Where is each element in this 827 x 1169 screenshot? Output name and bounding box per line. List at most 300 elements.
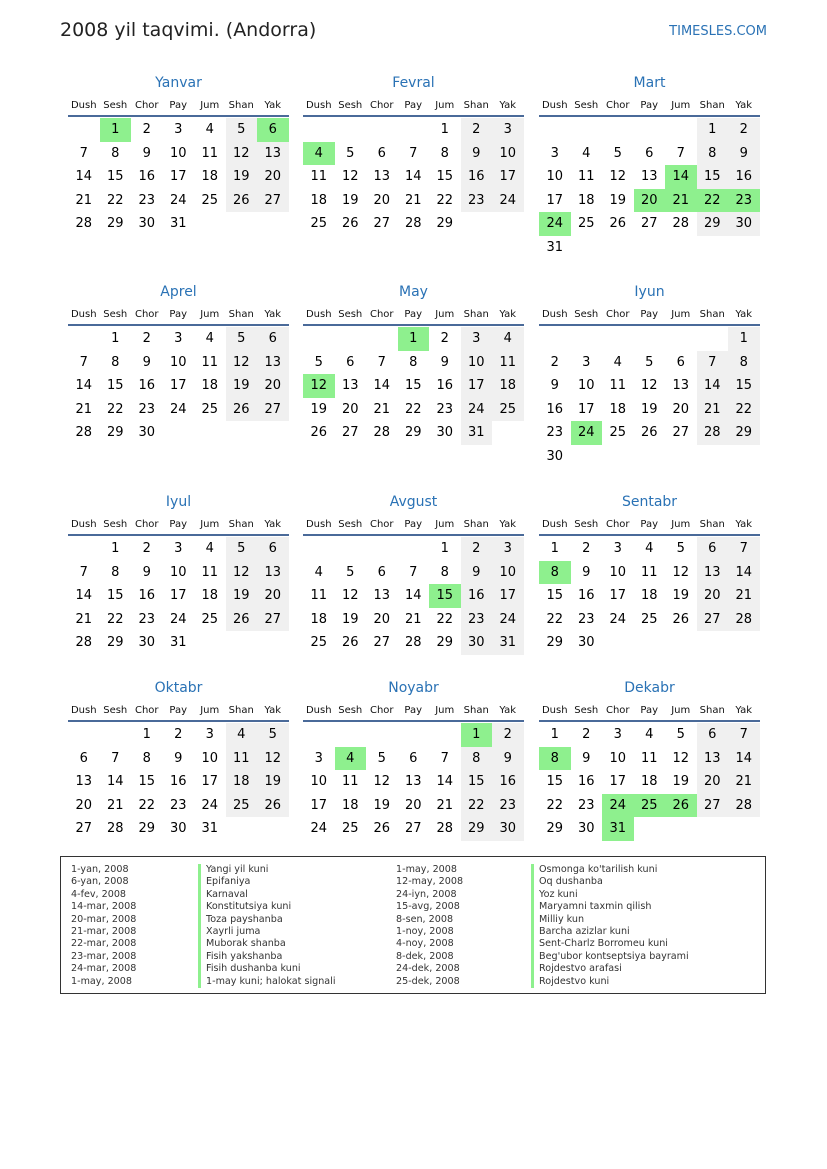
- day-cell[interactable]: 12: [341, 169, 359, 185]
- day-cell[interactable]: 1: [142, 727, 151, 743]
- day-cell[interactable]: 15: [106, 588, 124, 604]
- day-cell[interactable]: 20: [697, 770, 729, 794]
- day-cell[interactable]: 1: [440, 122, 449, 138]
- day-cell[interactable]: 11: [609, 378, 627, 394]
- day-cell[interactable]: 17: [492, 165, 524, 189]
- holiday-day-cell[interactable]: 22: [697, 189, 729, 213]
- day-cell[interactable]: 23: [461, 608, 493, 632]
- day-cell[interactable]: 12: [373, 774, 391, 790]
- day-cell[interactable]: 4: [613, 354, 622, 370]
- day-cell[interactable]: 18: [201, 169, 219, 185]
- day-cell[interactable]: 28: [75, 425, 93, 441]
- day-cell[interactable]: 23: [138, 192, 156, 208]
- day-cell[interactable]: 14: [728, 561, 760, 585]
- day-cell[interactable]: 11: [201, 354, 219, 370]
- day-cell[interactable]: 10: [169, 354, 187, 370]
- day-cell[interactable]: 10: [201, 750, 219, 766]
- day-cell[interactable]: 22: [106, 611, 124, 627]
- day-cell[interactable]: 30: [728, 212, 760, 236]
- day-cell[interactable]: 7: [409, 564, 418, 580]
- day-cell[interactable]: 20: [373, 192, 391, 208]
- day-cell[interactable]: 4: [205, 541, 214, 557]
- day-cell[interactable]: 14: [106, 774, 124, 790]
- holiday-day-cell[interactable]: 31: [602, 817, 634, 841]
- holiday-day-cell[interactable]: 24: [602, 794, 634, 818]
- day-cell[interactable]: 29: [138, 821, 156, 837]
- holiday-day-cell[interactable]: 4: [303, 142, 335, 166]
- day-cell[interactable]: 26: [226, 189, 258, 213]
- day-cell[interactable]: 10: [310, 774, 328, 790]
- day-cell[interactable]: 16: [577, 774, 595, 790]
- day-cell[interactable]: 15: [404, 378, 422, 394]
- day-cell[interactable]: 13: [341, 378, 359, 394]
- day-cell[interactable]: 12: [226, 561, 258, 585]
- day-cell[interactable]: 3: [174, 541, 183, 557]
- day-cell[interactable]: 4: [582, 145, 591, 161]
- day-cell[interactable]: 19: [672, 588, 690, 604]
- day-cell[interactable]: 21: [75, 401, 93, 417]
- day-cell[interactable]: 13: [697, 561, 729, 585]
- holiday-day-cell[interactable]: 1: [461, 723, 493, 747]
- day-cell[interactable]: 1: [440, 541, 449, 557]
- day-cell[interactable]: 21: [697, 398, 729, 422]
- day-cell[interactable]: 29: [436, 216, 454, 232]
- day-cell[interactable]: 28: [728, 608, 760, 632]
- day-cell[interactable]: 27: [373, 635, 391, 651]
- day-cell[interactable]: 14: [75, 378, 93, 394]
- day-cell[interactable]: 9: [142, 354, 151, 370]
- day-cell[interactable]: 19: [341, 192, 359, 208]
- day-cell[interactable]: 16: [138, 169, 156, 185]
- day-cell[interactable]: 3: [492, 537, 524, 561]
- day-cell[interactable]: 28: [436, 821, 454, 837]
- day-cell[interactable]: 13: [257, 142, 289, 166]
- day-cell[interactable]: 2: [142, 541, 151, 557]
- day-cell[interactable]: 4: [645, 541, 654, 557]
- day-cell[interactable]: 27: [75, 821, 93, 837]
- day-cell[interactable]: 13: [640, 169, 658, 185]
- day-cell[interactable]: 10: [609, 564, 627, 580]
- day-cell[interactable]: 1: [550, 541, 559, 557]
- day-cell[interactable]: 11: [640, 750, 658, 766]
- day-cell[interactable]: 18: [609, 401, 627, 417]
- day-cell[interactable]: 7: [676, 145, 685, 161]
- day-cell[interactable]: 12: [672, 564, 690, 580]
- day-cell[interactable]: 18: [341, 797, 359, 813]
- holiday-day-cell[interactable]: 25: [634, 794, 666, 818]
- day-cell[interactable]: 11: [201, 145, 219, 161]
- day-cell[interactable]: 3: [461, 327, 493, 351]
- day-cell[interactable]: 7: [440, 750, 449, 766]
- day-cell[interactable]: 8: [440, 145, 449, 161]
- day-cell[interactable]: 1: [111, 331, 120, 347]
- day-cell[interactable]: 19: [609, 192, 627, 208]
- day-cell[interactable]: 23: [461, 189, 493, 213]
- day-cell[interactable]: 18: [226, 770, 258, 794]
- day-cell[interactable]: 23: [577, 797, 595, 813]
- day-cell[interactable]: 28: [728, 794, 760, 818]
- day-cell[interactable]: 1: [728, 327, 760, 351]
- day-cell[interactable]: 29: [106, 635, 124, 651]
- day-cell[interactable]: 18: [310, 192, 328, 208]
- day-cell[interactable]: 16: [138, 378, 156, 394]
- day-cell[interactable]: 16: [461, 165, 493, 189]
- day-cell[interactable]: 12: [257, 747, 289, 771]
- day-cell[interactable]: 15: [461, 770, 493, 794]
- day-cell[interactable]: 10: [546, 169, 564, 185]
- day-cell[interactable]: 11: [640, 564, 658, 580]
- day-cell[interactable]: 4: [492, 327, 524, 351]
- day-cell[interactable]: 25: [492, 398, 524, 422]
- day-cell[interactable]: 9: [142, 564, 151, 580]
- day-cell[interactable]: 5: [346, 564, 355, 580]
- day-cell[interactable]: 8: [111, 145, 120, 161]
- day-cell[interactable]: 6: [697, 723, 729, 747]
- day-cell[interactable]: 27: [257, 608, 289, 632]
- holiday-day-cell[interactable]: 20: [634, 189, 666, 213]
- day-cell[interactable]: 21: [728, 584, 760, 608]
- day-cell[interactable]: 26: [310, 425, 328, 441]
- day-cell[interactable]: 2: [174, 727, 183, 743]
- day-cell[interactable]: 17: [310, 797, 328, 813]
- day-cell[interactable]: 19: [226, 584, 258, 608]
- day-cell[interactable]: 2: [492, 723, 524, 747]
- day-cell[interactable]: 11: [310, 169, 328, 185]
- day-cell[interactable]: 12: [672, 750, 690, 766]
- day-cell[interactable]: 21: [75, 192, 93, 208]
- day-cell[interactable]: 17: [169, 378, 187, 394]
- day-cell[interactable]: 26: [373, 821, 391, 837]
- day-cell[interactable]: 25: [201, 192, 219, 208]
- day-cell[interactable]: 21: [373, 401, 391, 417]
- day-cell[interactable]: 13: [257, 351, 289, 375]
- day-cell[interactable]: 7: [111, 750, 120, 766]
- day-cell[interactable]: 20: [697, 584, 729, 608]
- day-cell[interactable]: 22: [461, 794, 493, 818]
- day-cell[interactable]: 6: [676, 354, 685, 370]
- holiday-day-cell[interactable]: 12: [303, 374, 335, 398]
- day-cell[interactable]: 4: [226, 723, 258, 747]
- day-cell[interactable]: 25: [609, 425, 627, 441]
- day-cell[interactable]: 8: [461, 747, 493, 771]
- day-cell[interactable]: 11: [341, 774, 359, 790]
- day-cell[interactable]: 20: [257, 584, 289, 608]
- day-cell[interactable]: 21: [404, 611, 422, 627]
- day-cell[interactable]: 19: [672, 774, 690, 790]
- day-cell[interactable]: 3: [613, 727, 622, 743]
- holiday-day-cell[interactable]: 4: [335, 747, 367, 771]
- day-cell[interactable]: 6: [346, 354, 355, 370]
- day-cell[interactable]: 9: [728, 142, 760, 166]
- day-cell[interactable]: 3: [174, 331, 183, 347]
- day-cell[interactable]: 10: [609, 750, 627, 766]
- day-cell[interactable]: 17: [169, 588, 187, 604]
- holiday-day-cell[interactable]: 23: [728, 189, 760, 213]
- day-cell[interactable]: 2: [142, 122, 151, 138]
- day-cell[interactable]: 23: [577, 611, 595, 627]
- day-cell[interactable]: 15: [697, 165, 729, 189]
- day-cell[interactable]: 15: [106, 169, 124, 185]
- day-cell[interactable]: 29: [546, 821, 564, 837]
- day-cell[interactable]: 18: [577, 192, 595, 208]
- day-cell[interactable]: 15: [728, 374, 760, 398]
- day-cell[interactable]: 26: [672, 611, 690, 627]
- day-cell[interactable]: 1: [697, 118, 729, 142]
- day-cell[interactable]: 8: [111, 354, 120, 370]
- day-cell[interactable]: 16: [138, 588, 156, 604]
- day-cell[interactable]: 27: [257, 189, 289, 213]
- day-cell[interactable]: 3: [205, 727, 214, 743]
- day-cell[interactable]: 1: [111, 541, 120, 557]
- day-cell[interactable]: 30: [138, 216, 156, 232]
- holiday-day-cell[interactable]: 21: [665, 189, 697, 213]
- day-cell[interactable]: 13: [75, 774, 93, 790]
- day-cell[interactable]: 5: [377, 750, 386, 766]
- day-cell[interactable]: 27: [697, 794, 729, 818]
- day-cell[interactable]: 23: [436, 401, 454, 417]
- day-cell[interactable]: 9: [582, 750, 591, 766]
- day-cell[interactable]: 15: [436, 169, 454, 185]
- day-cell[interactable]: 23: [546, 425, 564, 441]
- day-cell[interactable]: 29: [404, 425, 422, 441]
- day-cell[interactable]: 19: [257, 770, 289, 794]
- day-cell[interactable]: 26: [640, 425, 658, 441]
- day-cell[interactable]: 27: [404, 821, 422, 837]
- day-cell[interactable]: 7: [79, 354, 88, 370]
- day-cell[interactable]: 28: [373, 425, 391, 441]
- day-cell[interactable]: 22: [546, 611, 564, 627]
- day-cell[interactable]: 18: [640, 588, 658, 604]
- day-cell[interactable]: 4: [645, 727, 654, 743]
- day-cell[interactable]: 3: [550, 145, 559, 161]
- day-cell[interactable]: 10: [492, 142, 524, 166]
- day-cell[interactable]: 8: [409, 354, 418, 370]
- day-cell[interactable]: 17: [609, 774, 627, 790]
- day-cell[interactable]: 22: [436, 192, 454, 208]
- day-cell[interactable]: 24: [169, 611, 187, 627]
- holiday-day-cell[interactable]: 14: [665, 165, 697, 189]
- holiday-day-cell[interactable]: 15: [429, 584, 461, 608]
- day-cell[interactable]: 17: [461, 374, 493, 398]
- day-cell[interactable]: 6: [697, 537, 729, 561]
- day-cell[interactable]: 21: [106, 797, 124, 813]
- day-cell[interactable]: 2: [550, 354, 559, 370]
- day-cell[interactable]: 26: [341, 216, 359, 232]
- day-cell[interactable]: 22: [106, 192, 124, 208]
- day-cell[interactable]: 29: [546, 635, 564, 651]
- day-cell[interactable]: 15: [546, 774, 564, 790]
- day-cell[interactable]: 16: [728, 165, 760, 189]
- day-cell[interactable]: 5: [314, 354, 323, 370]
- day-cell[interactable]: 29: [461, 817, 493, 841]
- day-cell[interactable]: 25: [201, 401, 219, 417]
- day-cell[interactable]: 11: [310, 588, 328, 604]
- day-cell[interactable]: 13: [257, 561, 289, 585]
- day-cell[interactable]: 16: [169, 774, 187, 790]
- day-cell[interactable]: 27: [697, 608, 729, 632]
- day-cell[interactable]: 3: [174, 122, 183, 138]
- day-cell[interactable]: 16: [436, 378, 454, 394]
- day-cell[interactable]: 10: [461, 351, 493, 375]
- day-cell[interactable]: 9: [142, 145, 151, 161]
- day-cell[interactable]: 2: [582, 541, 591, 557]
- day-cell[interactable]: 8: [728, 351, 760, 375]
- day-cell[interactable]: 22: [546, 797, 564, 813]
- day-cell[interactable]: 9: [492, 747, 524, 771]
- holiday-day-cell[interactable]: 1: [398, 327, 430, 351]
- day-cell[interactable]: 9: [582, 564, 591, 580]
- day-cell[interactable]: 30: [461, 631, 493, 655]
- day-cell[interactable]: 24: [492, 608, 524, 632]
- day-cell[interactable]: 5: [613, 145, 622, 161]
- day-cell[interactable]: 30: [577, 821, 595, 837]
- day-cell[interactable]: 17: [492, 584, 524, 608]
- day-cell[interactable]: 2: [440, 331, 449, 347]
- day-cell[interactable]: 14: [436, 774, 454, 790]
- day-cell[interactable]: 25: [226, 794, 258, 818]
- day-cell[interactable]: 5: [676, 541, 685, 557]
- day-cell[interactable]: 14: [373, 378, 391, 394]
- day-cell[interactable]: 10: [169, 145, 187, 161]
- day-cell[interactable]: 6: [79, 750, 88, 766]
- day-cell[interactable]: 18: [640, 774, 658, 790]
- day-cell[interactable]: 17: [169, 169, 187, 185]
- day-cell[interactable]: 30: [169, 821, 187, 837]
- day-cell[interactable]: 3: [492, 118, 524, 142]
- day-cell[interactable]: 9: [174, 750, 183, 766]
- day-cell[interactable]: 24: [201, 797, 219, 813]
- day-cell[interactable]: 22: [138, 797, 156, 813]
- day-cell[interactable]: 12: [226, 142, 258, 166]
- day-cell[interactable]: 26: [341, 635, 359, 651]
- day-cell[interactable]: 27: [640, 216, 658, 232]
- day-cell[interactable]: 30: [138, 635, 156, 651]
- day-cell[interactable]: 5: [226, 537, 258, 561]
- day-cell[interactable]: 14: [404, 169, 422, 185]
- day-cell[interactable]: 9: [461, 561, 493, 585]
- day-cell[interactable]: 15: [546, 588, 564, 604]
- day-cell[interactable]: 13: [672, 378, 690, 394]
- day-cell[interactable]: 6: [645, 145, 654, 161]
- day-cell[interactable]: 2: [728, 118, 760, 142]
- day-cell[interactable]: 19: [310, 401, 328, 417]
- day-cell[interactable]: 17: [201, 774, 219, 790]
- day-cell[interactable]: 6: [377, 564, 386, 580]
- day-cell[interactable]: 26: [609, 216, 627, 232]
- day-cell[interactable]: 20: [404, 797, 422, 813]
- day-cell[interactable]: 16: [577, 588, 595, 604]
- day-cell[interactable]: 28: [106, 821, 124, 837]
- day-cell[interactable]: 14: [404, 588, 422, 604]
- day-cell[interactable]: 30: [492, 817, 524, 841]
- day-cell[interactable]: 29: [436, 635, 454, 651]
- day-cell[interactable]: 20: [257, 165, 289, 189]
- day-cell[interactable]: 28: [404, 635, 422, 651]
- brand-link[interactable]: TIMESLES.COM: [669, 24, 767, 39]
- day-cell[interactable]: 19: [341, 611, 359, 627]
- day-cell[interactable]: 25: [201, 611, 219, 627]
- day-cell[interactable]: 28: [75, 635, 93, 651]
- day-cell[interactable]: 8: [142, 750, 151, 766]
- day-cell[interactable]: 21: [75, 611, 93, 627]
- day-cell[interactable]: 7: [79, 564, 88, 580]
- day-cell[interactable]: 26: [257, 794, 289, 818]
- day-cell[interactable]: 24: [492, 189, 524, 213]
- day-cell[interactable]: 22: [404, 401, 422, 417]
- day-cell[interactable]: 8: [111, 564, 120, 580]
- day-cell[interactable]: 10: [492, 561, 524, 585]
- day-cell[interactable]: 4: [205, 331, 214, 347]
- day-cell[interactable]: 9: [461, 142, 493, 166]
- day-cell[interactable]: 16: [546, 401, 564, 417]
- day-cell[interactable]: 18: [310, 611, 328, 627]
- day-cell[interactable]: 23: [138, 611, 156, 627]
- day-cell[interactable]: 31: [546, 239, 564, 255]
- day-cell[interactable]: 28: [672, 216, 690, 232]
- day-cell[interactable]: 13: [373, 588, 391, 604]
- day-cell[interactable]: 5: [226, 118, 258, 142]
- day-cell[interactable]: 20: [75, 797, 93, 813]
- day-cell[interactable]: 24: [310, 821, 328, 837]
- day-cell[interactable]: 3: [582, 354, 591, 370]
- day-cell[interactable]: 5: [257, 723, 289, 747]
- day-cell[interactable]: 7: [409, 145, 418, 161]
- day-cell[interactable]: 30: [436, 425, 454, 441]
- day-cell[interactable]: 26: [226, 398, 258, 422]
- day-cell[interactable]: 8: [697, 142, 729, 166]
- day-cell[interactable]: 31: [169, 635, 187, 651]
- day-cell[interactable]: 31: [201, 821, 219, 837]
- day-cell[interactable]: 24: [609, 611, 627, 627]
- day-cell[interactable]: 6: [257, 537, 289, 561]
- holiday-day-cell[interactable]: 24: [571, 421, 603, 445]
- day-cell[interactable]: 12: [341, 588, 359, 604]
- holiday-day-cell[interactable]: 8: [539, 747, 571, 771]
- day-cell[interactable]: 17: [546, 192, 564, 208]
- day-cell[interactable]: 6: [409, 750, 418, 766]
- day-cell[interactable]: 25: [310, 635, 328, 651]
- day-cell[interactable]: 29: [697, 212, 729, 236]
- day-cell[interactable]: 31: [461, 421, 493, 445]
- day-cell[interactable]: 7: [728, 537, 760, 561]
- holiday-day-cell[interactable]: 26: [665, 794, 697, 818]
- day-cell[interactable]: 20: [373, 611, 391, 627]
- day-cell[interactable]: 30: [138, 425, 156, 441]
- day-cell[interactable]: 29: [106, 216, 124, 232]
- day-cell[interactable]: 23: [169, 797, 187, 813]
- day-cell[interactable]: 13: [373, 169, 391, 185]
- day-cell[interactable]: 16: [492, 770, 524, 794]
- day-cell[interactable]: 22: [106, 401, 124, 417]
- day-cell[interactable]: 1: [550, 727, 559, 743]
- day-cell[interactable]: 27: [672, 425, 690, 441]
- day-cell[interactable]: 15: [106, 378, 124, 394]
- day-cell[interactable]: 14: [728, 747, 760, 771]
- day-cell[interactable]: 4: [205, 122, 214, 138]
- day-cell[interactable]: 11: [577, 169, 595, 185]
- holiday-day-cell[interactable]: 24: [539, 212, 571, 236]
- day-cell[interactable]: 24: [461, 398, 493, 422]
- day-cell[interactable]: 7: [697, 351, 729, 375]
- day-cell[interactable]: 2: [461, 118, 493, 142]
- holiday-day-cell[interactable]: 1: [100, 118, 132, 142]
- day-cell[interactable]: 30: [577, 635, 595, 651]
- day-cell[interactable]: 17: [609, 588, 627, 604]
- day-cell[interactable]: 2: [142, 331, 151, 347]
- day-cell[interactable]: 19: [640, 401, 658, 417]
- day-cell[interactable]: 25: [310, 216, 328, 232]
- day-cell[interactable]: 3: [314, 750, 323, 766]
